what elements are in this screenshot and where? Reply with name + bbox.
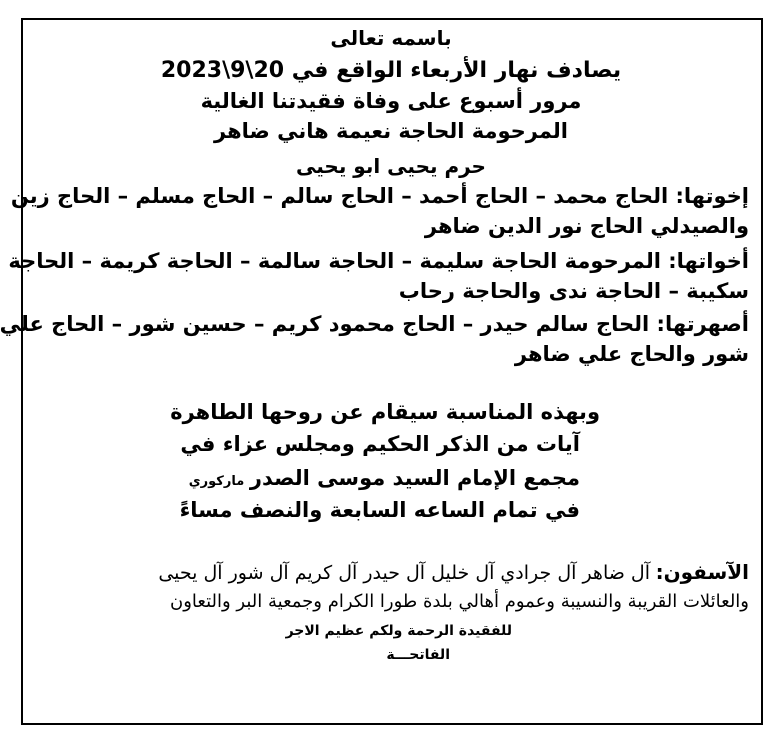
inlaws-line-2: شور والحاج علي ضاهر	[514, 342, 749, 366]
venue-area: ماركوري	[188, 474, 245, 489]
venue-name: مجمع الإمام السيد موسى الصدر	[249, 466, 580, 490]
sisters-line-2: سكيبة – الحاجة ندى والحاجة رحاب	[398, 279, 749, 303]
brothers-line-1: إخوتها: الحاج محمد – الحاج أحمد – الحاج سالم – الحاج مسلم – الحاج زين	[10, 184, 749, 208]
occasion-line-3	[189, 468, 580, 489]
basmala: باسمه تعالى	[330, 26, 452, 50]
brothers-line-2: والصيدلي الحاج نور الدين ضاهر	[424, 214, 749, 238]
sisters-line-1: أخواتها: المرحومة الحاجة سليمة – الحاجة سالمة – الحاجة كريمة – الحاجة	[8, 249, 749, 273]
inlaws-line-1: أصهرتها: الحاج سالم حيدر – الحاج محمود كريم – حسين شور – الحاج علي	[0, 312, 749, 336]
spouse-line: حرم يحيى ابو يحيى	[296, 154, 486, 178]
mourners-line-3: للفقيدة الرحمة ولكم عظيم الاجر	[285, 623, 512, 639]
mourners-label: الآسفون:	[655, 560, 749, 584]
occasion-line-2: آيات من الذكر الحكيم ومجلس عزاء في	[180, 432, 580, 456]
date-line: يصادف نهار الأربعاء الواقع في 20\9\2023	[160, 58, 622, 83]
mourners-line-2: والعائلات القريبة والنسيبة وعموم أهالي بلدة طورا الكرام وجمعية البر والتعاون	[170, 591, 749, 612]
occasion-line-1: وبهذه المناسبة سيقام عن روحها الطاهرة	[170, 400, 600, 424]
fatiha-line: الفاتحـــة	[386, 647, 450, 663]
week-line: مرور أسبوع على وفاة فقيدتنا الغالية	[200, 89, 582, 113]
deceased-name: المرحومة الحاجة نعيمة هاني ضاهر	[214, 119, 568, 143]
mourners-line-1	[158, 562, 749, 583]
mourners-families: آل ضاهر آل جرادي آل خليل آل حيدر آل كريم آل شور آل يحيى	[158, 562, 650, 584]
occasion-line-4: في تمام الساعه السابعة والنصف مساءً	[179, 498, 580, 522]
